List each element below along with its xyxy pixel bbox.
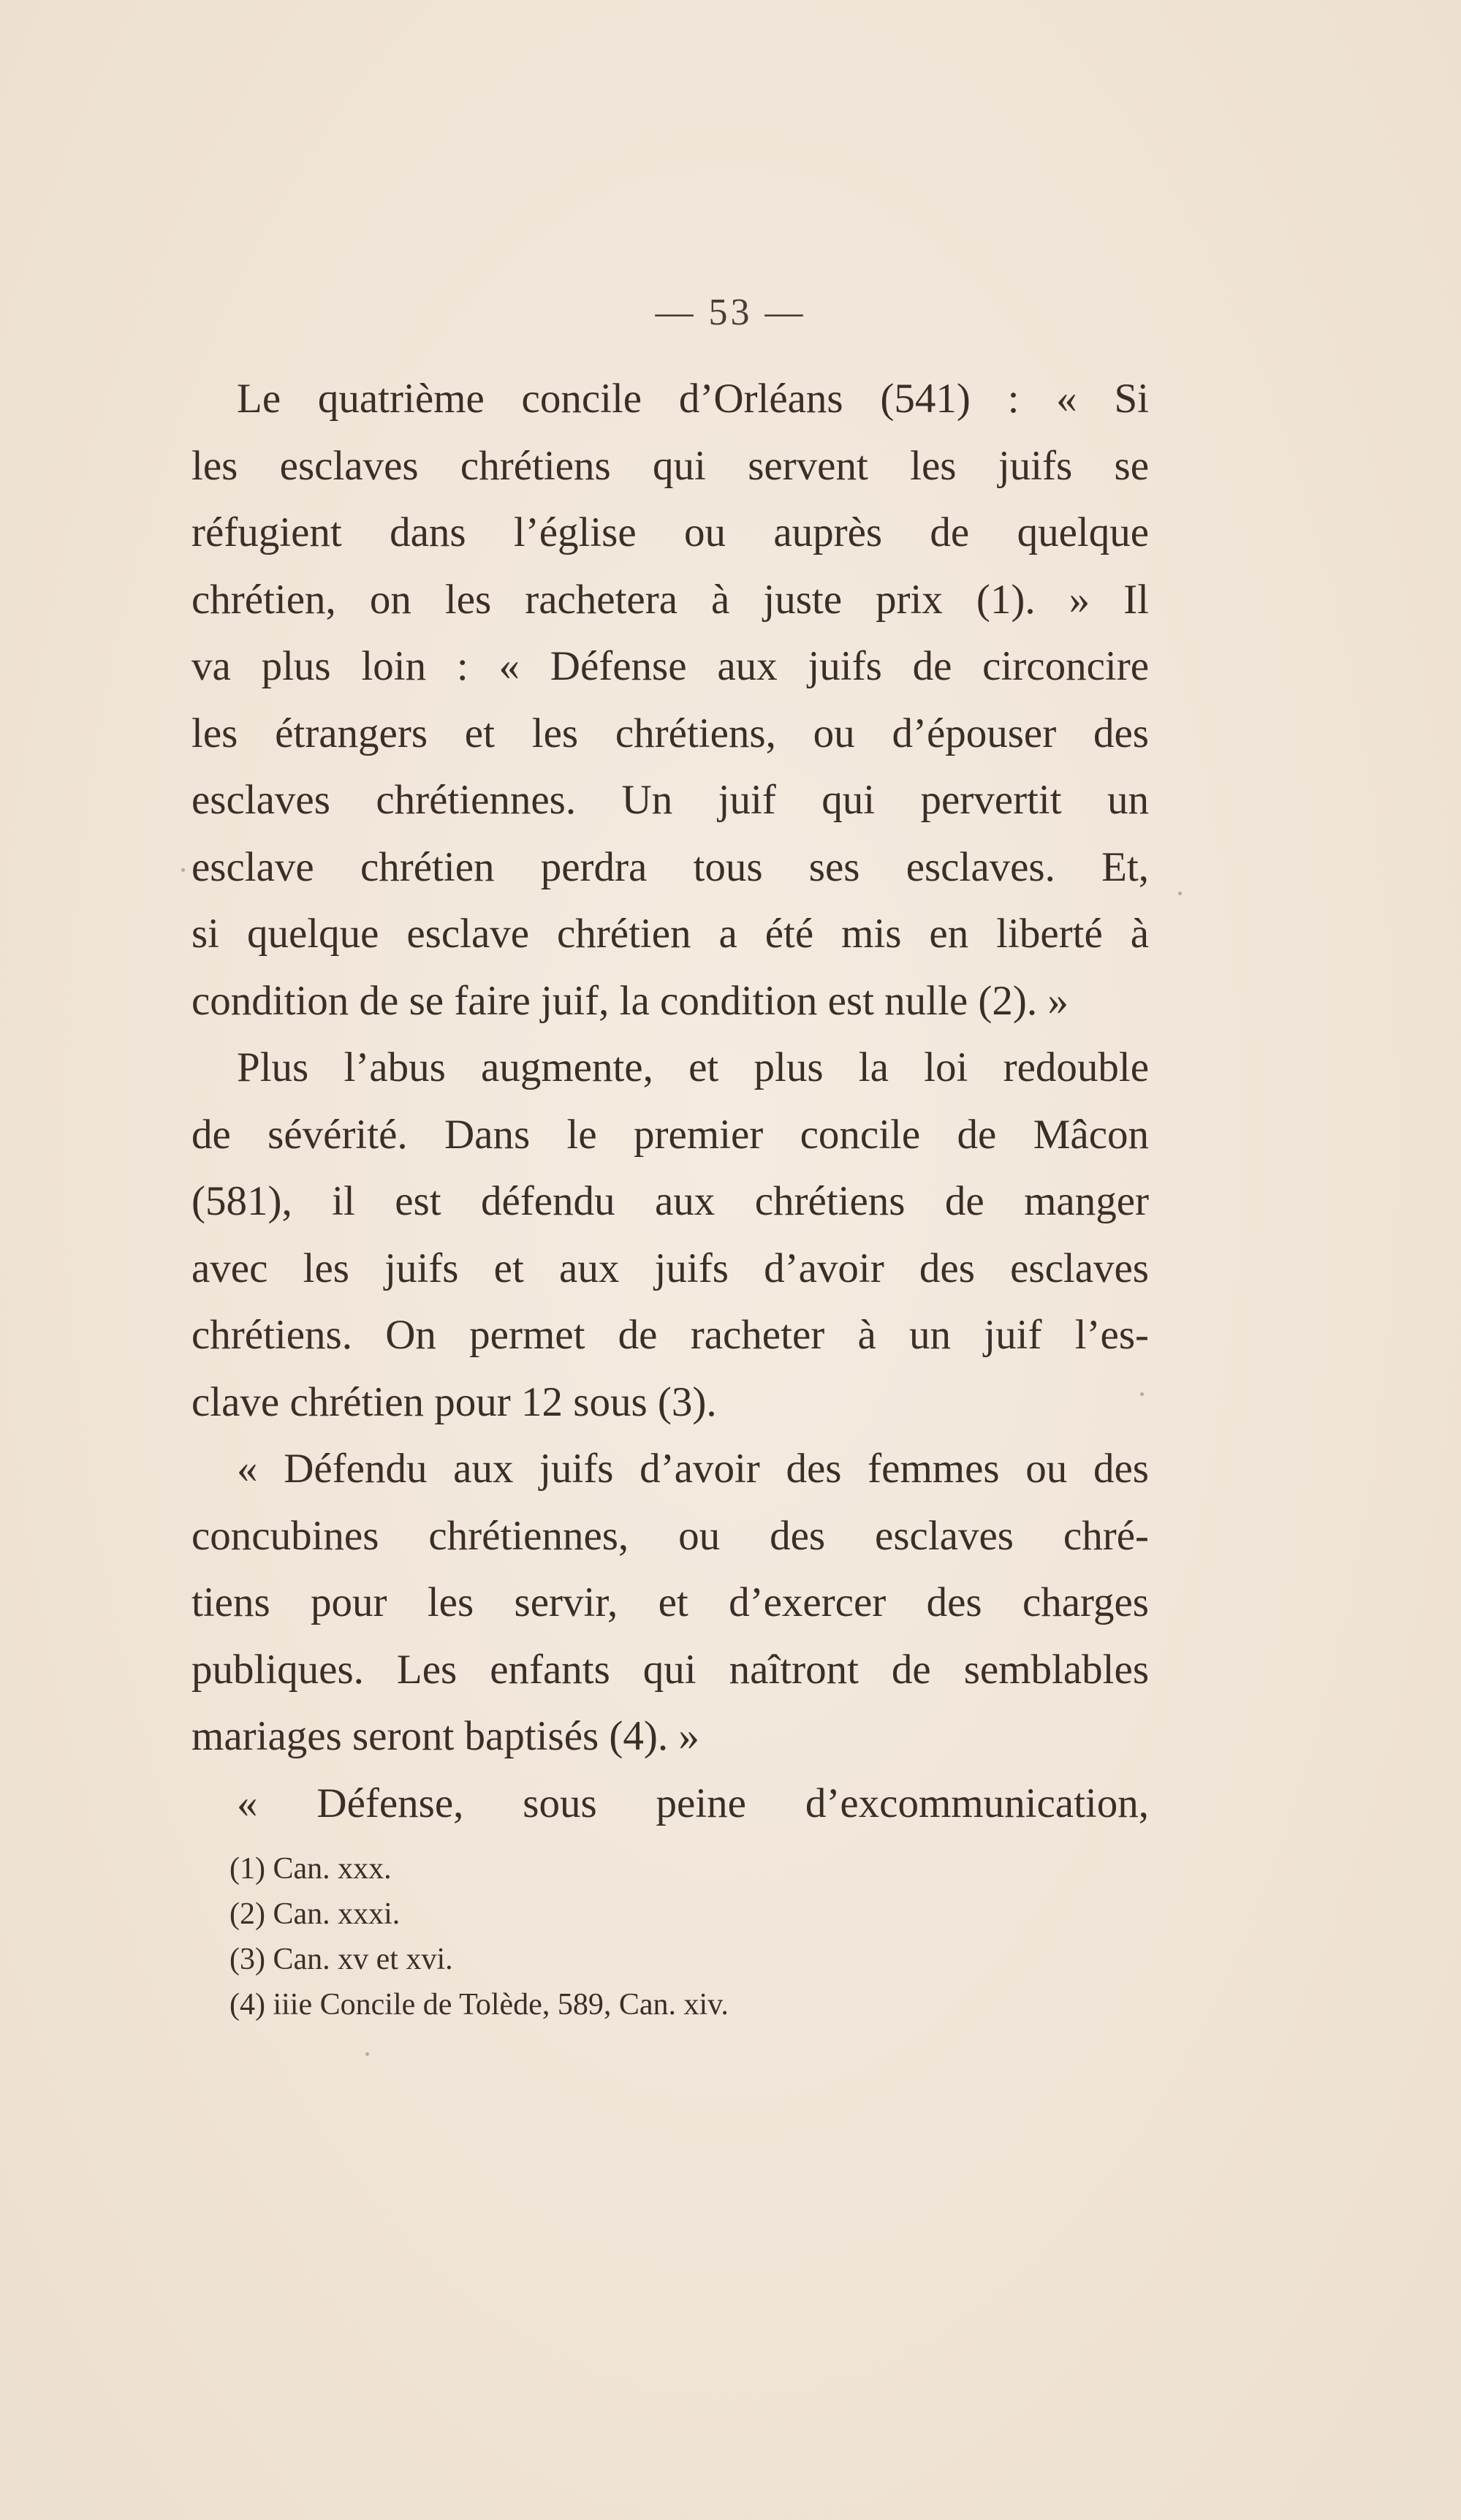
text-line: mariages seront baptisés (4). » bbox=[191, 1713, 699, 1759]
paper-speck bbox=[365, 2052, 369, 2056]
text-line: chrétien, on les rachetera à juste prix (1). » Il bbox=[191, 576, 1149, 623]
body-text bbox=[191, 365, 1149, 1837]
footnote: (4) iiie Concile de Tolède, 589, Can. xiv. bbox=[229, 1988, 729, 2022]
text-line: les étrangers et les chrétiens, ou d’épouser des bbox=[191, 710, 1149, 756]
footnote: (1) Can. xxx. bbox=[229, 1852, 392, 1886]
text-line: réfugient dans l’église ou auprès de quelque bbox=[191, 509, 1149, 555]
text-line: clave chrétien pour 12 sous (3). bbox=[191, 1378, 717, 1425]
text-line: esclave chrétien perdra tous ses esclaves. Et, bbox=[191, 843, 1149, 890]
text-line: si quelque esclave chrétien a été mis en liberté à bbox=[191, 911, 1149, 957]
text-line: avec les juifs et aux juifs d’avoir des esclaves bbox=[191, 1245, 1149, 1291]
text-line: concubines chrétiennes, ou des esclaves chré- bbox=[191, 1512, 1149, 1559]
paper-speck bbox=[1178, 892, 1182, 895]
footnote: (2) Can. xxxi. bbox=[229, 1897, 401, 1931]
text-line: condition de se faire juif, la condition est nulle (2). » bbox=[191, 977, 1069, 1024]
text-line: chrétiens. On permet de racheter à un juif l’es- bbox=[191, 1312, 1149, 1358]
text-line: les esclaves chrétiens qui servent les juifs se bbox=[191, 442, 1149, 489]
text-line: tiens pour les servir, et d’exercer des charges bbox=[191, 1579, 1149, 1625]
text-line: va plus loin : « Défense aux juifs de circoncire bbox=[191, 643, 1149, 689]
text-line: Le quatrième concile d’Orléans (541) : « Si bbox=[237, 376, 1149, 422]
text-line: (581), il est défendu aux chrétiens de manger bbox=[191, 1178, 1149, 1224]
text-line: de sévérité. Dans le premier concile de Mâcon bbox=[191, 1111, 1149, 1158]
text-line: publiques. Les enfants qui naîtront de semblables bbox=[191, 1646, 1149, 1693]
text-line: esclaves chrétiennes. Un juif qui pervertit un bbox=[191, 777, 1149, 823]
paper-speck bbox=[1140, 1392, 1144, 1396]
footnote: (3) Can. xv et xvi. bbox=[229, 1943, 453, 1976]
page-number: — 53 — bbox=[655, 292, 806, 333]
paper-speck bbox=[181, 868, 185, 872]
text-line: Plus l’abus augmente, et plus la loi redouble bbox=[237, 1044, 1149, 1090]
text-line: « Défendu aux juifs d’avoir des femmes ou des bbox=[237, 1446, 1149, 1492]
text-line: « Défense, sous peine d’excommunication, bbox=[237, 1780, 1149, 1826]
footnotes bbox=[229, 1846, 960, 2027]
